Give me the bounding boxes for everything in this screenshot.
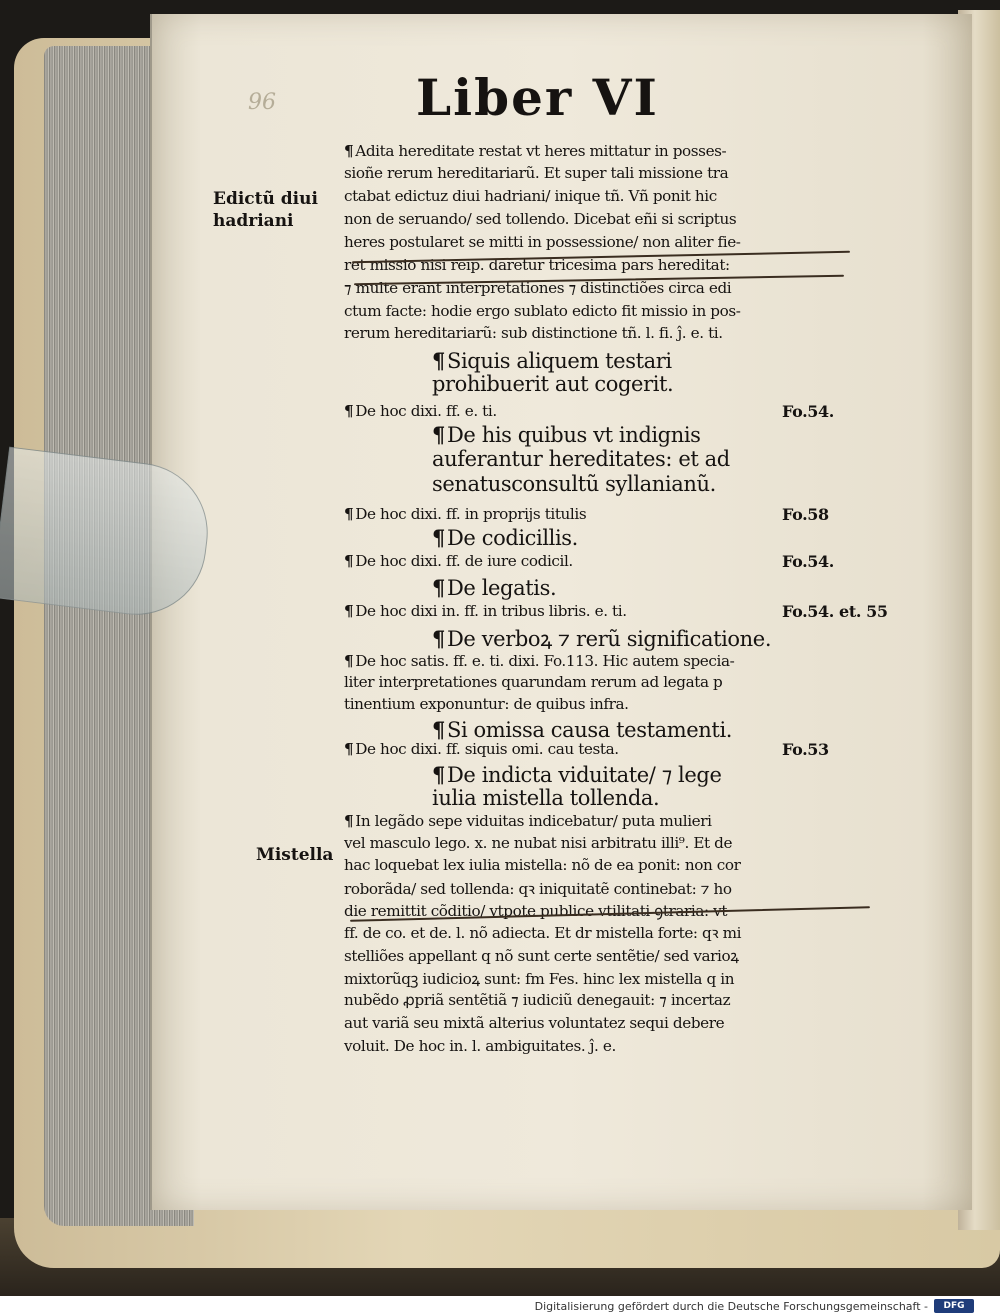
section-heading-text: iulia mistella tollenda.	[432, 786, 660, 810]
body-line	[344, 142, 726, 160]
section-heading-text: De verboꝝ ⁊ rerũ significatione.	[446, 627, 772, 651]
body-text: sioñe rerum hereditariarũ. Et super tali missione tra	[344, 164, 729, 182]
reference-text: De hoc dixi. ff. siquis omi. cau testa.	[355, 740, 619, 758]
section-heading	[432, 762, 721, 787]
body-text: hac loquebat lex iulia mistella: nõ de ea ponit: non cor	[344, 856, 741, 874]
margin-note: hadriani	[213, 211, 294, 231]
body-line	[344, 324, 723, 342]
section-heading	[432, 786, 659, 810]
reference-line	[344, 740, 829, 759]
body-text: roborãda/ sed tollenda: qꝛ iniquitatẽ continebat: ⁊ ho	[344, 880, 732, 898]
margin-note: Edictũ diui	[213, 189, 318, 209]
body-line	[344, 673, 722, 691]
reference-line	[344, 402, 834, 421]
body-text: mixtorũqꝫ iudicioꝝ sunt: fm Fes. hinc lex mistella q in	[344, 970, 735, 988]
pilcrow-icon: ¶	[432, 717, 445, 742]
body-line	[344, 969, 734, 989]
ghost-page-number: 96	[248, 90, 276, 115]
reference-line	[344, 505, 829, 524]
reference-line	[344, 552, 834, 571]
body-text: rerum hereditariarũ: sub distinctione tñ. l. fi. ĵ. e. ti.	[344, 324, 723, 342]
body-text: tinentium exponuntur: de quibus infra.	[344, 695, 629, 713]
section-heading-text: auferantur hereditates: et ad	[432, 447, 730, 471]
reference-text: De hoc dixi. ff. in proprijs titulis	[355, 505, 587, 523]
page-header: Liber VI	[416, 68, 659, 127]
pilcrow-icon: ¶	[344, 552, 354, 570]
pilcrow-icon: ¶	[344, 505, 354, 523]
pilcrow-icon: ¶	[344, 812, 354, 830]
section-heading-text: De his quibus vt indignis	[446, 423, 701, 447]
body-line	[344, 812, 712, 830]
folio-reference: Fo.54.	[782, 402, 834, 421]
body-line	[344, 210, 736, 228]
body-text: non de seruando/ sed tollendo. Dicebat eñi si scriptus	[344, 210, 737, 228]
body-text: die remittit cõditio/ vtpote publice vtilitati ꝯtraria: vt	[344, 902, 728, 920]
folio-reference: Fo.54. et. 55	[782, 602, 888, 621]
folio-reference: Fo.58	[782, 505, 829, 524]
section-heading-text: Si omissa causa testamenti.	[446, 718, 733, 742]
body-text: ctabat edictuz diui hadriani/ inique tñ. Vñ ponit hic	[344, 187, 717, 205]
body-line	[344, 991, 730, 1009]
body-line	[344, 164, 728, 182]
body-text: Adita hereditate restat vt heres mittatur in posses-	[355, 142, 727, 160]
footer-credit: Digitalisierung gefördert durch die Deutsche Forschungsgemeinschaft -	[534, 1300, 928, 1313]
body-line	[344, 879, 732, 899]
pilcrow-icon: ¶	[432, 525, 445, 550]
section-heading	[432, 575, 556, 600]
footer-bar	[0, 1296, 1000, 1316]
section-heading	[432, 717, 732, 742]
body-text: vel masculo lego. x. ne nubat nisi arbitratu illi⁹. Et de	[344, 834, 733, 852]
body-text: stelliões appellant q nõ sunt certe sentẽtie/ sed varioꝝ	[344, 947, 739, 965]
body-line	[344, 946, 739, 966]
body-line	[344, 187, 717, 205]
body-text: In legãdo sepe viduitas indicebatur/ puta mulieri	[355, 812, 712, 830]
section-heading-text: De codicillis.	[446, 526, 578, 550]
body-line	[344, 856, 740, 874]
section-heading-text: De legatis.	[446, 576, 557, 600]
section-heading-text: senatusconsultũ syllanianũ.	[432, 472, 716, 496]
pilcrow-icon: ¶	[344, 602, 354, 620]
pilcrow-icon: ¶	[432, 762, 445, 787]
section-heading	[432, 525, 578, 550]
body-line	[344, 923, 741, 943]
section-heading	[432, 348, 672, 373]
section-heading	[432, 372, 673, 396]
pilcrow-icon: ¶	[344, 740, 354, 758]
margin-note: Mistella	[256, 845, 334, 865]
body-text: ⁊ multe erant interpretationes ⁊ distinctiões circa edi	[344, 279, 732, 297]
body-text: nubẽdo ꝓpriã sentẽtiã ⁊ iudiciũ denegauit: ⁊ incertaz	[344, 991, 731, 1009]
body-line	[344, 233, 741, 251]
dfg-logo: DFG	[934, 1299, 974, 1313]
reference-text: De hoc dixi. ff. e. ti.	[355, 402, 497, 420]
reference-line	[344, 602, 888, 621]
section-heading-text: prohibuerit aut cogerit.	[432, 372, 674, 396]
body-text: ctum facte: hodie ergo sublato edicto fit missio in pos-	[344, 302, 741, 320]
pilcrow-icon: ¶	[344, 402, 354, 420]
body-line	[344, 1037, 616, 1055]
body-line	[344, 302, 740, 320]
section-heading-text: Siquis aliquem testari	[446, 349, 672, 373]
pilcrow-icon: ¶	[432, 348, 445, 373]
pilcrow-icon: ¶	[344, 142, 354, 160]
body-text: heres postularet se mitti in possessione/ non aliter fie-	[344, 233, 741, 251]
body-text: ret missio nisi reip. daretur tricesima pars hereditat:	[344, 256, 730, 274]
reference-text: De hoc satis. ff. e. ti. dixi. Fo.113. Hic autem specia-	[355, 652, 735, 670]
section-heading	[432, 625, 771, 653]
body-line	[344, 834, 732, 852]
pilcrow-icon: ¶	[432, 626, 445, 651]
body-text: ff. de co. et de. l. nõ adiecta. Et dr mistella forte: qꝛ mi	[344, 924, 742, 942]
section-heading	[432, 447, 730, 471]
pilcrow-icon: ¶	[432, 575, 445, 600]
reference-text: De hoc dixi. ff. de iure codicil.	[355, 552, 573, 570]
body-text: liter interpretationes quarundam rerum ad legata p	[344, 673, 723, 691]
section-heading-text: De indicta viduitate/ ⁊ lege	[446, 763, 722, 787]
reference-line	[344, 652, 734, 670]
reference-text: De hoc dixi in. ff. in tribus libris. e. ti.	[355, 602, 627, 620]
section-heading	[432, 472, 716, 496]
section-heading	[432, 422, 701, 447]
folio-reference: Fo.53	[782, 740, 829, 759]
body-line	[344, 1014, 724, 1032]
body-text: aut variã seu mixtã alterius voluntatez sequi debere	[344, 1014, 725, 1032]
body-text: voluit. De hoc in. l. ambiguitates. ĵ. e.	[344, 1037, 616, 1055]
pilcrow-icon: ¶	[344, 652, 354, 670]
pilcrow-icon: ¶	[432, 422, 445, 447]
body-line	[344, 695, 629, 713]
folio-reference: Fo.54.	[782, 552, 834, 571]
